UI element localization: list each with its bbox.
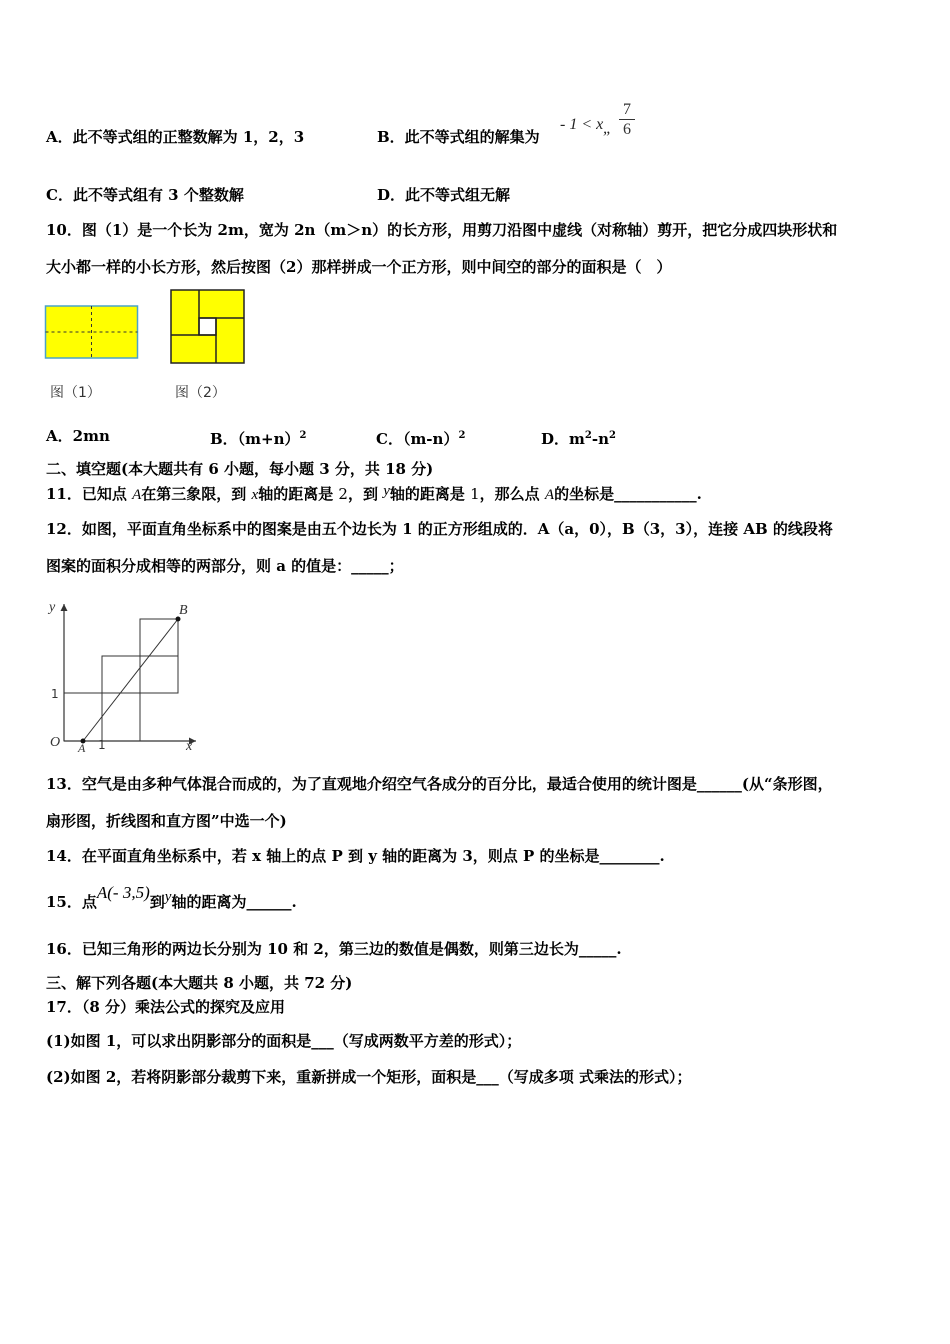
segment-ab <box>83 619 178 741</box>
fraction-numerator: 7 <box>623 101 631 118</box>
q10-option-d: D．$m^2-n^2$ <box>541 430 616 448</box>
x-tick-label: 1 <box>98 738 106 752</box>
square-2 <box>102 693 140 741</box>
square-5 <box>140 619 178 656</box>
q10-figure-1 <box>44 304 140 362</box>
y-tick-label: 1 <box>51 687 59 701</box>
q15-text: 15．点A(- 3,5)到y轴的距离为______. <box>46 883 297 911</box>
q9-option-b-leq: „ <box>603 120 612 137</box>
q10-option-b: B．$(m+n)^2$ <box>210 430 307 448</box>
fig2-center-hole <box>199 318 216 335</box>
q13-line1: 13．空气是由多种气体混合而成的，为了直观地介绍空气各成分的百分比，最适合使用的统计图是______(从“条形图， <box>46 775 833 793</box>
q12-coordinate-graph <box>44 598 204 756</box>
fig2-caption: 图（2） <box>175 385 226 401</box>
q16-text: 16．已知三角形的两边长分别为 10 和 2，第三边的数值是偶数，则第三边长为_____. <box>46 940 622 958</box>
q17-title: 17．（8 分）乘法公式的探究及应用 <box>46 998 286 1016</box>
q10-option-c: C．$(m-n)^2$ <box>376 430 466 448</box>
fig1-caption: 图（1） <box>50 385 101 401</box>
section-3-heading: 三、解下列各题(本大题共 8 小题，共 72 分) <box>46 974 353 992</box>
q13-line2: 扇形图，折线图和直方图”中选一个) <box>46 812 287 830</box>
square-1 <box>64 693 102 741</box>
point-b-label: B <box>179 603 188 618</box>
fraction-denominator: 6 <box>623 121 631 138</box>
q10-line2: 大小都一样的小长方形，然后按图（2）那样拼成一个正方形，则中间空的部分的面积是（ ） <box>46 258 672 276</box>
q17-item-1: (1)如图 1，可以求出阴影部分的面积是___（写成两数平方差的形式）； <box>46 1032 522 1050</box>
q9-option-a: A．此不等式组的正整数解为 1，2，3 <box>46 128 305 146</box>
q9-option-b: B．此不等式组的解集为 <box>377 128 540 146</box>
q11-text: 11．已知点 A在第三象限，到 x轴的距离是 2，到 y轴的距离是 1，那么点 A的坐标是___________. <box>46 483 702 503</box>
q9-option-b-math: - 1 < x <box>560 116 604 133</box>
y-axis-label: y <box>49 600 56 615</box>
q10-line1: 10．图（1）是一个长为 2m，宽为 2n（m＞n）的长方形，用剪刀沿图中虚线（对称轴）剪开，把它分成四块形状和 <box>46 221 838 239</box>
q9-option-c: C．此不等式组有 3 个整数解 <box>46 186 244 204</box>
q10-option-a: A．2mn <box>46 427 110 445</box>
q9-option-d: D．此不等式组无解 <box>377 186 511 204</box>
origin-label: O <box>50 735 61 750</box>
q9-option-b-fraction <box>619 101 635 140</box>
x-axis-label: x <box>186 739 193 754</box>
q12-line1: 12．如图，平面直角坐标系中的图案是由五个边长为 1 的正方形组成的．A（a，0），B（3，3），连接 AB 的线段将 <box>46 520 833 538</box>
q10-figure-2 <box>169 288 247 366</box>
q14-text: 14．在平面直角坐标系中，若 x 轴上的点 P 到 y 轴的距离为 3，则点 P 的坐标是________. <box>46 847 665 865</box>
section-2-heading: 二、填空题(本大题共有 6 小题，每小题 3 分，共 18 分) <box>46 460 434 478</box>
q12-line2: 图案的面积分成相等的两部分，则 a 的值是：_____； <box>46 557 404 575</box>
q17-item-2: (2)如图 2，若将阴影部分裁剪下来，重新拼成一个矩形，面积是___（写成多项 式乘法的形式）； <box>46 1068 692 1086</box>
point-a-label: A <box>78 741 86 755</box>
